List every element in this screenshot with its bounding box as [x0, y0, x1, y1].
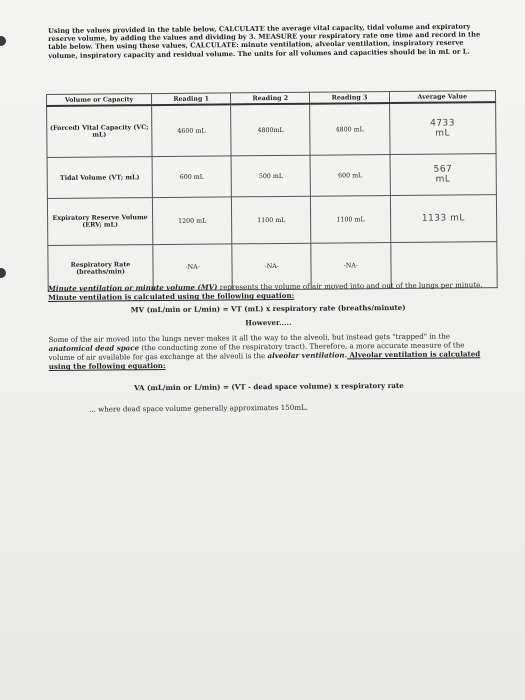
lung-volume-table: [46, 90, 498, 292]
header-average-value: Average Value: [389, 91, 496, 103]
row-label-respiratory-rate: Respiratory Rate (breaths/min): [48, 245, 153, 292]
average-value: 4733: [430, 118, 456, 129]
instructions-paragraph: [48, 22, 488, 59]
cell-reading-2: 4800mL: [231, 104, 311, 156]
cell-reading-1: 600 mL: [152, 156, 232, 198]
cell-reading-3: 600 mL: [310, 155, 390, 197]
dead-space-note: ... where dead space volume generally approximates 150mL.: [89, 402, 309, 414]
alveolar-ventilation-equation: VA (mL/min or L/min) = (VT - dead space volume) x respiratory rate: [134, 380, 404, 392]
header-reading-2: Reading 2: [231, 92, 310, 104]
punch-hole: [0, 268, 6, 278]
row-label-expiratory-reserve: Expiratory Reserve Volume (ERV; mL): [47, 198, 152, 246]
cell-reading-3: 1100 mL: [311, 196, 391, 244]
cell-reading-3: -NA-: [311, 243, 391, 290]
header-reading-1: Reading 1: [152, 93, 231, 105]
term-minute-ventilation: Minute ventilation or minute volume (MV): [48, 282, 218, 293]
table-row: [47, 154, 496, 199]
minute-ventilation-paragraph: [48, 280, 488, 302]
cell-average-handwritten: [390, 195, 497, 243]
cell-reading-2: 500 mL: [231, 155, 311, 197]
header-volume-or-capacity: Volume or Capacity: [47, 94, 152, 106]
cell-reading-2: 1100 mL: [232, 196, 312, 244]
ventilation-section: [48, 280, 489, 414]
term-anatomical-dead-space: anatomical dead space: [48, 343, 140, 354]
row-label-tidal-volume: Tidal Volume (VT; mL): [47, 157, 152, 199]
cell-reading-1: 1200 mL: [152, 197, 232, 245]
dead-space-text-b: (the conducting zone of the respiratory tract). Therefore, a more accurate measure of the volume of air available for gas exchange at the alveoli is the: [48, 340, 465, 363]
cell-reading-2: -NA-: [232, 243, 312, 290]
dead-space-paragraph: [48, 331, 488, 372]
cell-reading-1: -NA-: [153, 244, 233, 291]
cell-reading-1: 4600 mL: [152, 104, 232, 156]
dead-space-text-a: Some of the air moved into the lungs never makes it all the way to the alveoli, but instead gets "trapped" in the: [48, 331, 451, 344]
however-text: However.....: [245, 317, 292, 327]
minute-ventilation-equation: MV (mL/min or L/min) = VT (mL) x respiratory rate (breaths/minute): [130, 303, 406, 315]
cell-reading-3: 4800 mL: [310, 103, 390, 155]
average-value: 567: [433, 164, 453, 175]
term-alveolar-ventilation: alveolar ventilation.: [267, 350, 348, 361]
cell-average-handwritten: [390, 154, 497, 196]
average-unit: mL: [435, 174, 451, 185]
alveolar-ventilation-equation-lead: Alveolar ventilation is calculated using the following equation:: [48, 349, 481, 372]
average-unit: mL: [435, 128, 451, 139]
cell-average-handwritten: [389, 102, 496, 154]
table-row: [47, 102, 496, 157]
minute-ventilation-text: represents the volume of air moved into and out of the lungs per minute.: [217, 280, 483, 292]
header-reading-3: Reading 3: [310, 92, 389, 104]
punch-hole: [0, 36, 6, 46]
table-row: [47, 195, 496, 246]
minute-ventilation-equation-lead: Minute ventilation is calculated using the following equation:: [48, 291, 295, 303]
instructions-text: Using the values provided in the table below, CALCULATE the average vital capacity, tidal volume and expiratory reserve volume, by adding the values and dividing by 3. MEASURE your respiratory rate one time and record in the table below. Then using these values, CALCULATE: minute ventilation, alveolar ventilation, inspiratory reserve volume, inspiratory capacity and residual volume. The units for all volumes and capacities should be in mL or L.: [48, 22, 481, 60]
average-value: 1133 mL: [421, 213, 465, 224]
row-label-vital-capacity: (Forced) Vital Capacity (VC; mL): [47, 105, 152, 157]
